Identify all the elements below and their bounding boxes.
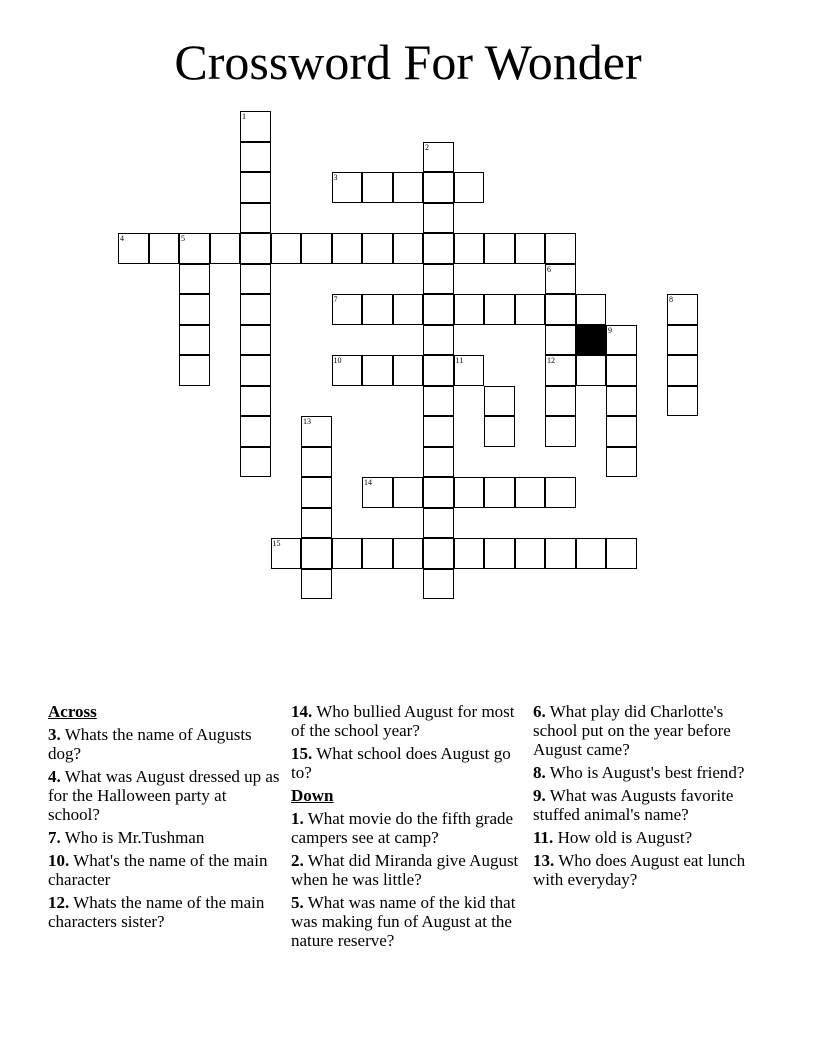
grid-cell[interactable] xyxy=(179,264,210,295)
grid-cell[interactable] xyxy=(606,325,637,356)
across-heading: Across xyxy=(48,702,97,721)
grid-cell[interactable] xyxy=(423,538,454,569)
clue-across-7: 7. Who is Mr.Tushman xyxy=(48,828,205,847)
grid-cell[interactable] xyxy=(423,355,454,386)
clue-across-3: 3. Whats the name of Augusts dog? xyxy=(48,725,252,763)
grid-cell[interactable] xyxy=(362,355,393,386)
grid-cell[interactable] xyxy=(423,325,454,356)
grid-cell[interactable] xyxy=(240,203,271,234)
grid-cell[interactable] xyxy=(423,264,454,295)
grid-cell[interactable] xyxy=(484,477,515,508)
grid-cell[interactable] xyxy=(149,233,180,264)
grid-cell[interactable] xyxy=(667,355,698,386)
grid-cell[interactable] xyxy=(301,416,332,447)
grid-cell[interactable] xyxy=(484,386,515,417)
clue-down-13: 13. Who does August eat lunch with everyday? xyxy=(533,851,746,889)
grid-cell[interactable] xyxy=(301,538,332,569)
grid-cell[interactable] xyxy=(484,233,515,264)
grid-cell[interactable] xyxy=(454,355,485,386)
grid-cell[interactable] xyxy=(484,538,515,569)
page-title: Crossword For Wonder xyxy=(174,34,642,90)
grid-cell[interactable] xyxy=(240,355,271,386)
cell-number: 2 xyxy=(425,142,429,152)
grid-cell[interactable] xyxy=(545,355,576,386)
clue-across-10: 10. What's the name of the main character xyxy=(48,851,268,889)
grid-cell[interactable] xyxy=(301,447,332,478)
grid-cell[interactable] xyxy=(240,386,271,417)
grid-cell[interactable] xyxy=(606,416,637,447)
cell-number: 12 xyxy=(547,356,555,365)
cell-number: 7 xyxy=(333,295,338,304)
grid-cell[interactable] xyxy=(545,538,576,569)
grid-cell[interactable] xyxy=(393,538,424,569)
clue-down-2: 2. What did Miranda give August when he was little? xyxy=(291,851,519,889)
grid-cell[interactable] xyxy=(362,477,393,508)
cell-number: 11 xyxy=(455,356,464,365)
grid-cell[interactable] xyxy=(423,172,454,203)
grid-cell[interactable] xyxy=(271,538,302,569)
grid-cell[interactable] xyxy=(240,264,271,295)
grid-cell[interactable] xyxy=(332,538,363,569)
grid-cell[interactable] xyxy=(484,294,515,325)
grid-cell[interactable] xyxy=(423,508,454,539)
clue-down-1: 1. What movie do the fifth grade campers see at camp? xyxy=(291,809,514,847)
grid-cell[interactable] xyxy=(545,416,576,447)
grid-cell[interactable] xyxy=(423,142,454,173)
grid-cell[interactable] xyxy=(667,325,698,356)
grid-cell[interactable] xyxy=(332,233,363,264)
grid-cell[interactable] xyxy=(484,416,515,447)
cell-number: 8 xyxy=(669,295,673,304)
cell-number: 13 xyxy=(303,417,311,426)
grid-cell[interactable] xyxy=(362,233,393,264)
grid-cell[interactable] xyxy=(545,386,576,417)
grid-cell[interactable] xyxy=(240,294,271,325)
grid-cell[interactable] xyxy=(576,294,607,325)
grid-cell[interactable] xyxy=(179,233,210,264)
grid-cell[interactable] xyxy=(423,233,454,264)
grid-cell[interactable] xyxy=(606,386,637,417)
grid-cell[interactable] xyxy=(210,233,241,264)
grid-cell[interactable] xyxy=(515,294,546,325)
grid-cell[interactable] xyxy=(606,447,637,478)
grid-cell[interactable] xyxy=(423,569,454,600)
down-heading: Down xyxy=(291,786,334,805)
grid-cell[interactable] xyxy=(454,538,485,569)
clue-across-14: 14. Who bullied August for most of the school year? xyxy=(291,702,515,740)
grid-cell[interactable] xyxy=(667,386,698,417)
grid-cell[interactable] xyxy=(423,386,454,417)
grid-cell[interactable] xyxy=(179,325,210,356)
grid-cell[interactable] xyxy=(271,233,302,264)
grid-cell[interactable] xyxy=(423,416,454,447)
grid-cell[interactable] xyxy=(393,172,424,203)
grid-cell[interactable] xyxy=(423,447,454,478)
grid-cell[interactable] xyxy=(393,477,424,508)
grid-cell[interactable] xyxy=(240,111,271,142)
grid-cell[interactable] xyxy=(240,172,271,203)
grid-cell[interactable] xyxy=(423,203,454,234)
clue-down-8: 8. Who is August's best friend? xyxy=(533,763,745,782)
grid-cell[interactable] xyxy=(362,172,393,203)
grid-cell[interactable] xyxy=(179,355,210,386)
grid-cell[interactable] xyxy=(240,325,271,356)
grid-cell[interactable] xyxy=(454,233,485,264)
grid-block xyxy=(576,325,607,356)
clue-down-9: 9. What was Augusts favorite stuffed animal's name? xyxy=(533,786,734,824)
grid-cell[interactable] xyxy=(423,477,454,508)
grid-cell[interactable] xyxy=(515,233,546,264)
clue-down-11: 11. How old is August? xyxy=(533,828,693,847)
grid-cell[interactable] xyxy=(576,538,607,569)
grid-cell[interactable] xyxy=(393,355,424,386)
grid-cell[interactable] xyxy=(118,233,149,264)
grid-cell[interactable] xyxy=(515,477,546,508)
grid-cell[interactable] xyxy=(423,294,454,325)
cell-number: 9 xyxy=(608,325,612,335)
cell-number: 15 xyxy=(272,539,281,548)
cell-number: 3 xyxy=(333,173,338,182)
cell-number: 5 xyxy=(181,234,185,243)
clue-across-4: 4. What was August dressed up as for the Halloween party at school? xyxy=(48,767,280,824)
grid-cell[interactable] xyxy=(240,447,271,478)
grid-cell[interactable] xyxy=(454,477,485,508)
clue-down-5: 5. What was name of the kid that was making fun of August at the nature reserve? xyxy=(291,893,516,950)
clues-column-2 xyxy=(291,702,523,954)
grid-cell[interactable] xyxy=(454,294,485,325)
grid-cell[interactable] xyxy=(240,233,271,264)
grid-cell[interactable] xyxy=(332,294,363,325)
grid-cell[interactable] xyxy=(332,172,363,203)
grid-cell[interactable] xyxy=(240,416,271,447)
clues-column-1 xyxy=(48,702,280,935)
grid-cell[interactable] xyxy=(606,355,637,386)
grid-cell[interactable] xyxy=(240,142,271,173)
clue-across-12: 12. Whats the name of the main characters sister? xyxy=(48,893,265,931)
grid-cell[interactable] xyxy=(545,233,576,264)
grid-cell[interactable] xyxy=(301,233,332,264)
grid-cell[interactable] xyxy=(332,355,363,386)
clues-column-3 xyxy=(533,702,765,893)
grid-cell[interactable] xyxy=(362,538,393,569)
cell-number: 6 xyxy=(547,264,551,274)
cell-number: 4 xyxy=(120,234,124,243)
clue-across-15: 15. What school does August go to? xyxy=(291,744,511,782)
grid-cell[interactable] xyxy=(301,477,332,508)
clue-down-6: 6. What play did Charlotte's school put on the year before August came? xyxy=(533,702,731,759)
grid-cell[interactable] xyxy=(667,294,698,325)
grid-cell[interactable] xyxy=(606,538,637,569)
cell-number: 14 xyxy=(364,478,372,487)
grid-cell[interactable] xyxy=(393,294,424,325)
grid-cell[interactable] xyxy=(545,264,576,295)
grid-cell[interactable] xyxy=(545,325,576,356)
grid-cell[interactable] xyxy=(576,355,607,386)
cell-number: 1 xyxy=(242,112,246,121)
grid-cell[interactable] xyxy=(362,294,393,325)
grid-cell[interactable] xyxy=(179,294,210,325)
grid-cell[interactable] xyxy=(545,477,576,508)
grid-cell[interactable] xyxy=(301,508,332,539)
grid-cell[interactable] xyxy=(545,294,576,325)
cell-number: 10 xyxy=(333,356,342,365)
grid-cell[interactable] xyxy=(393,233,424,264)
grid-cell[interactable] xyxy=(515,538,546,569)
grid-cell[interactable] xyxy=(301,569,332,600)
grid-cell[interactable] xyxy=(454,172,485,203)
